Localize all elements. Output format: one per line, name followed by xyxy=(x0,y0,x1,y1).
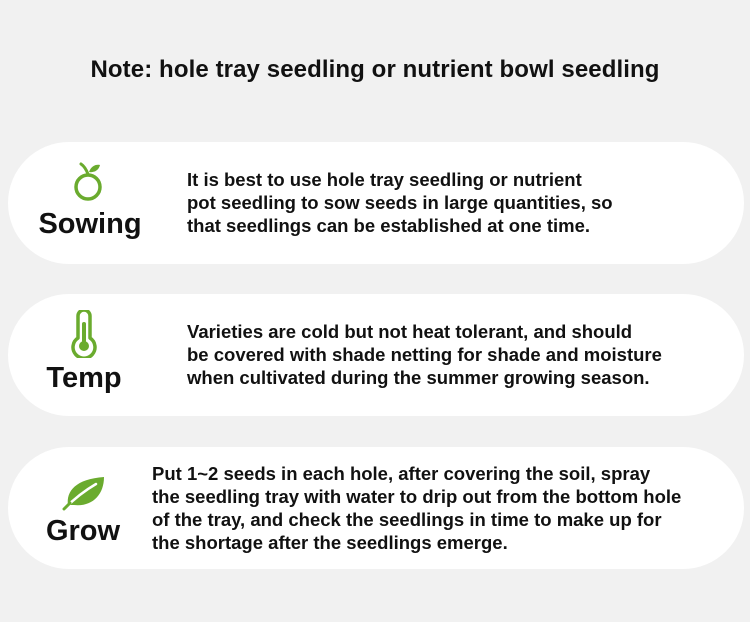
page-title: Note: hole tray seedling or nutrient bowl seedling xyxy=(90,56,660,83)
leaf-icon xyxy=(62,475,108,511)
temp-description xyxy=(187,320,662,389)
thermometer-icon xyxy=(64,310,104,358)
description-line: when cultivated during the summer growing season. xyxy=(187,367,650,388)
description-line: It is best to use hole tray seedling or nutrient xyxy=(187,169,582,190)
sowing-description xyxy=(187,168,613,237)
grow-label: Grow xyxy=(45,515,121,547)
description-line: Put 1~2 seeds in each hole, after covering the soil, spray xyxy=(152,463,651,484)
apple-sprout-icon xyxy=(68,160,108,204)
sowing-label: Sowing xyxy=(38,208,142,240)
description-line: the shortage after the seedlings emerge. xyxy=(152,532,508,553)
description-line: of the tray, and check the seedlings in time to make up for xyxy=(152,509,662,530)
description-line: Varieties are cold but not heat tolerant, and should xyxy=(187,321,633,342)
description-line: the seedling tray with water to drip out from the bottom hole xyxy=(152,486,682,507)
sowing-card xyxy=(8,142,744,264)
temp-card xyxy=(8,294,744,416)
grow-description xyxy=(152,462,681,554)
description-line: that seedlings can be established at one time. xyxy=(187,215,590,236)
temp-label: Temp xyxy=(46,362,122,394)
grow-card xyxy=(8,447,744,569)
description-line: be covered with shade netting for shade and moisture xyxy=(187,344,662,365)
description-line: pot seedling to sow seeds in large quantities, so xyxy=(187,192,613,213)
